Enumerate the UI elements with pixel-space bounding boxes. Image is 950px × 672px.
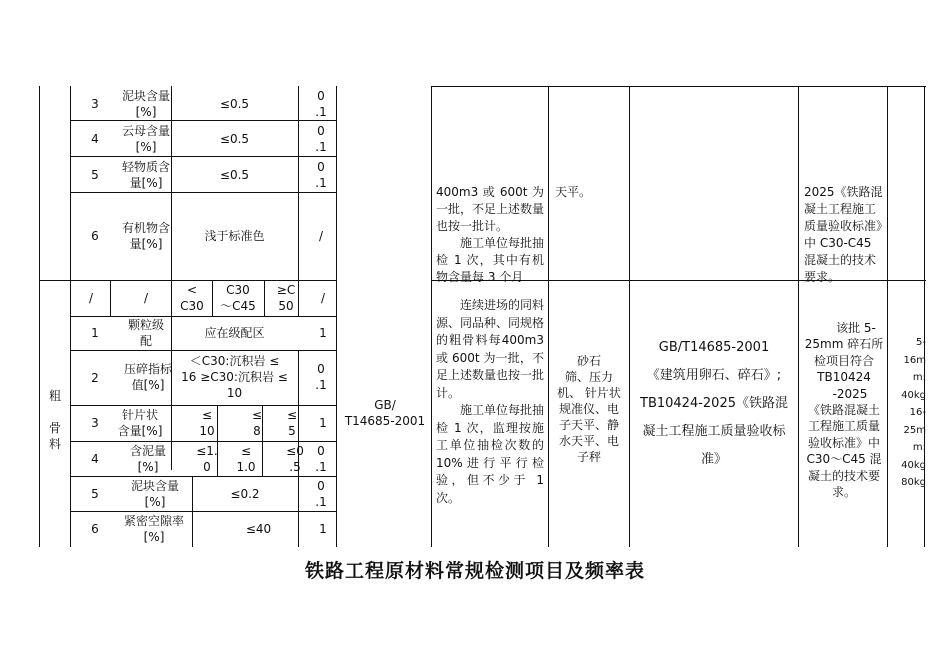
item-name: 含泥量 [%] xyxy=(129,444,166,474)
frequency: 1 xyxy=(319,522,327,536)
table-border xyxy=(548,86,549,547)
batch-rule-bottom: 连续进场的同料源、同品种、同规格的粗骨料每400m3 或 600t 为一批，不足上述数量也按一批计。 施工单位每批抽检 1 次，监理按施工单位抽检次数的 10%进行平行检验，但不少于 1 次。 xyxy=(436,298,545,505)
grade-header: < C30 xyxy=(180,283,204,313)
table-border xyxy=(70,120,336,121)
frequency: 0 .1 xyxy=(315,444,327,474)
row-number: 5 xyxy=(91,487,99,501)
frequency: 0 .1 xyxy=(315,89,327,119)
table-border xyxy=(110,280,111,316)
table-border xyxy=(39,280,336,281)
table-border xyxy=(70,441,336,442)
table-border xyxy=(70,192,336,193)
table-border xyxy=(70,405,336,406)
item-name: 泥块含量 [%] xyxy=(130,479,179,509)
item-value: ≤ 8 xyxy=(251,408,263,438)
frequency: / xyxy=(320,291,326,305)
item-value: ≤0.2 xyxy=(230,487,260,501)
equipment-bottom: 砂石 筛、压力 机、 针片状 规准仪、电 子天平、静 水天平、电 子秤 xyxy=(557,354,621,464)
item-name: 轻物质含 量[%] xyxy=(121,160,170,190)
sample-size: 5- 16m m: 40kg 16- 25m m: 40kg 80kg xyxy=(901,337,926,488)
table-border xyxy=(798,86,799,547)
table-border xyxy=(336,86,337,547)
header-cell: / xyxy=(88,291,94,305)
item-value: ≤0 .5 xyxy=(286,444,304,474)
table-border xyxy=(39,86,40,547)
item-name: 泥块含量 [%] xyxy=(121,89,170,119)
row-number: 3 xyxy=(91,97,99,111)
batch-rule-top: 400m3 或 600t 为一批，不足上述数量也按一批计。 施工单位每批抽检 1 次，其中有机物含量每 3 个月 xyxy=(436,185,545,284)
item-value: ≤0.5 xyxy=(219,97,250,111)
table-border xyxy=(431,86,432,547)
item-value: ≤40 xyxy=(245,522,272,536)
row-number: 3 xyxy=(91,416,99,430)
row-number: 2 xyxy=(91,371,99,385)
item-value: ≤1. 0 xyxy=(196,444,218,474)
item-value: ≤0.5 xyxy=(219,168,250,182)
table-border xyxy=(431,86,926,87)
item-name: 云母含量 [%] xyxy=(121,124,170,154)
frequency: 0 .1 xyxy=(315,160,327,190)
row-number: 6 xyxy=(91,229,99,243)
table-border xyxy=(70,350,336,351)
item-value: ＜C30:沉积岩 ≤ 16 ≥C30:沉积岩 ≤ 10 xyxy=(181,354,288,400)
item-name: 颗粒级 配 xyxy=(127,318,164,348)
item-name: 针片状 含量[%] xyxy=(117,408,163,438)
frequency: 0 .1 xyxy=(315,479,327,509)
frequency: 0 .1 xyxy=(315,362,327,392)
table-border xyxy=(70,476,336,477)
standard-code: GB/ T14685-2001 xyxy=(344,398,426,428)
table-border xyxy=(70,511,336,512)
header-cell: / xyxy=(143,291,149,305)
compliance-top: 2025《铁路混凝土工程施工质量验收标准》中 C30-C45 混凝土的技术要求。 xyxy=(804,185,883,284)
table-border xyxy=(629,86,630,547)
equipment-top: 天平。 xyxy=(555,185,592,199)
frequency: 0 .1 xyxy=(315,124,327,154)
frequency: 1 xyxy=(319,326,327,340)
table-border xyxy=(264,280,265,316)
item-value: ≤ 5 xyxy=(286,408,298,438)
row-number: 4 xyxy=(91,452,99,466)
item-name: 紧密空隙率 [%] xyxy=(123,514,184,544)
item-name: 有机物含 量[%] xyxy=(121,221,170,251)
compliance-bottom: 该批 5- 25mm 碎石所 检项目符合 TB10424 -2025 《铁路混凝土 工程施工质量 验收标准》中 C30～C45 混 凝土的技术要 求。 xyxy=(804,321,884,500)
item-value: ≤ 10 xyxy=(199,408,215,438)
row-number: 5 xyxy=(91,168,99,182)
frequency: 1 xyxy=(319,416,327,430)
page-title: 铁路工程原材料常规检测项目及频率表 xyxy=(304,560,645,582)
standard-bottom: GB/T14685-2001 《建筑用卵石、碎石》; TB10424-2025《铁路混 凝土工程施工质量验收标 准》 xyxy=(640,340,788,467)
item-value: 应在级配区 xyxy=(204,326,265,340)
item-value: 浅于标准色 xyxy=(204,229,265,243)
row-number: 6 xyxy=(91,522,99,536)
item-value: ≤0.5 xyxy=(219,132,250,146)
table-border xyxy=(70,156,336,157)
section-label: 粗 骨 料 xyxy=(48,389,61,451)
table-border xyxy=(212,280,213,316)
grade-header: ≥C 50 xyxy=(276,283,296,313)
item-name: 压碎指标 值[%] xyxy=(123,362,172,392)
frequency: / xyxy=(318,229,324,243)
row-number: 4 xyxy=(91,132,99,146)
row-number: 1 xyxy=(91,326,99,340)
grade-header: C30 ～C45 xyxy=(220,283,256,313)
item-value: ≤ 1.0 xyxy=(236,444,256,474)
